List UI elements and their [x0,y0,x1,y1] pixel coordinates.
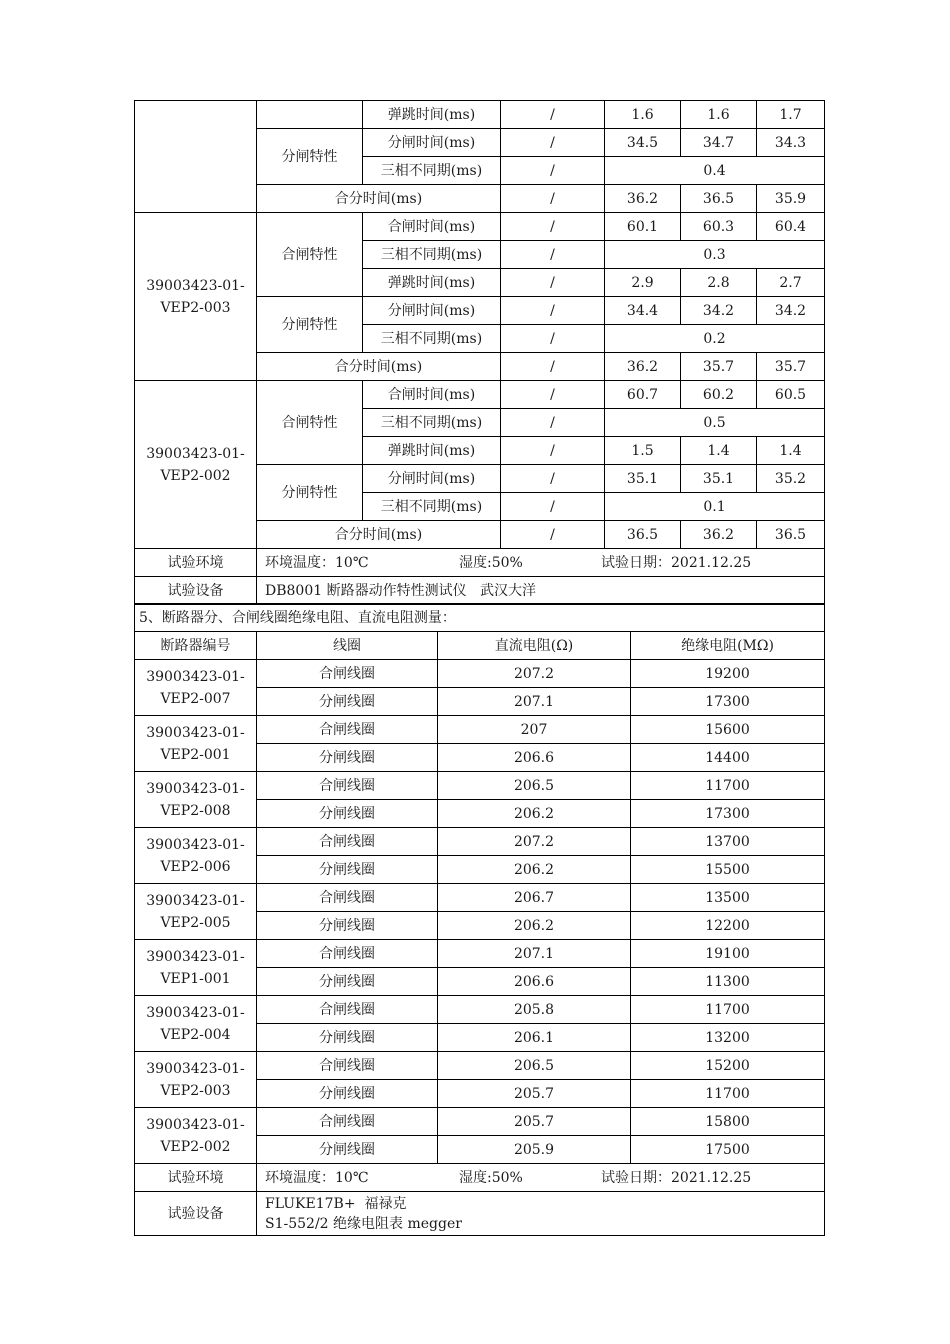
std-cell: / [501,129,605,157]
test-equipment-row [135,1192,825,1236]
env-label: 试验环境 [135,1164,257,1192]
env-date: 试验日期：2021.12.25 [601,1169,752,1186]
coil-name: 合闸线圈 [257,996,438,1024]
table-row [135,1108,825,1136]
insulation-resistance: 17300 [631,688,825,716]
coil-name: 分闸线圈 [257,688,438,716]
dc-resistance: 205.7 [438,1080,631,1108]
breaker-id-cell: 39003423-01-VEP2-003 [135,213,257,381]
insulation-resistance: 13700 [631,828,825,856]
phase-value: 34.4 [605,297,681,325]
phase-value: 1.5 [605,437,681,465]
phase-value: 2.9 [605,269,681,297]
coil-name: 分闸线圈 [257,1024,438,1052]
dc-resistance: 206.6 [438,968,631,996]
insulation-resistance: 11700 [631,996,825,1024]
phase-value: 60.4 [757,213,825,241]
async-value: 0.2 [605,325,825,353]
item-label: 合闸时间(ms) [363,213,501,241]
item-label: 分闸时间(ms) [363,297,501,325]
dc-resistance: 205.8 [438,996,631,1024]
phase-value: 36.5 [757,521,825,549]
breaker-id-cell: 39003423-01-VEP2-008 [135,772,257,828]
category-label: 分闸特性 [257,129,363,185]
env-details [257,1164,825,1192]
env-humidity: 湿度:50% [459,1169,523,1186]
breaker-id-cell: 39003423-01-VEP1-001 [135,940,257,996]
dc-resistance: 206.5 [438,772,631,800]
dc-resistance: 206.2 [438,800,631,828]
equipment-text: DB8001 断路器动作特性测试仪 武汉大洋 [257,577,825,605]
phase-value: 34.3 [757,129,825,157]
section-title-row [135,604,825,632]
coil-name: 分闸线圈 [257,1136,438,1164]
breaker-id-cell: 39003423-01-VEP2-007 [135,660,257,716]
category-label: 合闸特性 [257,213,363,297]
phase-value: 60.2 [681,381,757,409]
table-row [135,940,825,968]
breaker-id-cell: 39003423-01-VEP2-002 [135,1108,257,1164]
phase-value: 60.3 [681,213,757,241]
env-date: 试验日期：2021.12.25 [601,554,752,571]
equipment-line: S1-552/2 绝缘电阻表 megger [265,1215,462,1232]
std-cell: / [501,325,605,353]
item-label: 分闸时间(ms) [363,465,501,493]
std-cell: / [501,409,605,437]
item-label: 合分时间(ms) [257,185,501,213]
insulation-resistance: 15800 [631,1108,825,1136]
phase-value: 34.5 [605,129,681,157]
phase-value: 35.7 [681,353,757,381]
item-label: 弹跳时间(ms) [363,101,501,129]
insulation-resistance: 19100 [631,940,825,968]
phase-value: 35.1 [681,465,757,493]
std-cell: / [501,157,605,185]
breaker-id-cell: 39003423-01-VEP2-006 [135,828,257,884]
test-environment-row [135,1164,825,1192]
breaker-id-cell: 39003423-01-VEP2-003 [135,1052,257,1108]
dc-resistance: 207.2 [438,828,631,856]
env-temperature: 环境温度：10℃ [265,1169,369,1186]
item-label: 三相不同期(ms) [363,493,501,521]
table-row [135,1052,825,1080]
table-row [135,884,825,912]
dc-resistance: 206.1 [438,1024,631,1052]
breaker-id-cell: 39003423-01-VEP2-002 [135,381,257,549]
std-cell: / [501,521,605,549]
item-label: 合分时间(ms) [257,521,501,549]
dc-resistance: 206.2 [438,856,631,884]
insulation-resistance: 11700 [631,1080,825,1108]
equipment-text [257,1192,825,1236]
item-label: 合闸时间(ms) [363,381,501,409]
coil-name: 分闸线圈 [257,912,438,940]
coil-name: 合闸线圈 [257,1108,438,1136]
column-header: 绝缘电阻(MΩ) [631,632,825,660]
std-cell: / [501,381,605,409]
table-row [135,213,825,241]
env-temperature: 环境温度：10℃ [265,554,369,571]
insulation-resistance: 15600 [631,716,825,744]
std-cell: / [501,297,605,325]
insulation-resistance: 11300 [631,968,825,996]
insulation-resistance: 19200 [631,660,825,688]
phase-value: 34.2 [681,297,757,325]
async-value: 0.5 [605,409,825,437]
breaker-id-cell: 39003423-01-VEP2-004 [135,996,257,1052]
std-cell: / [501,353,605,381]
coil-name: 合闸线圈 [257,1052,438,1080]
phase-value: 36.5 [605,521,681,549]
table-row [135,772,825,800]
item-label: 分闸时间(ms) [363,129,501,157]
table-row [135,716,825,744]
coil-name: 合闸线圈 [257,884,438,912]
phase-value: 34.7 [681,129,757,157]
insulation-resistance: 15500 [631,856,825,884]
coil-name: 分闸线圈 [257,856,438,884]
breaker-id-cell: 39003423-01-VEP2-001 [135,716,257,772]
column-header: 线圈 [257,632,438,660]
phase-value: 2.7 [757,269,825,297]
insulation-resistance: 13500 [631,884,825,912]
phase-value: 36.2 [605,353,681,381]
std-cell: / [501,241,605,269]
dc-resistance: 207.1 [438,940,631,968]
equipment-label: 试验设备 [135,577,257,605]
table-header-row [135,632,825,660]
env-humidity: 湿度:50% [459,554,523,571]
std-cell: / [501,269,605,297]
table-row [135,381,825,409]
column-header: 断路器编号 [135,632,257,660]
dc-resistance: 205.7 [438,1108,631,1136]
insulation-resistance: 12200 [631,912,825,940]
item-label: 三相不同期(ms) [363,325,501,353]
insulation-resistance: 11700 [631,772,825,800]
dc-resistance: 205.9 [438,1136,631,1164]
coil-name: 合闸线圈 [257,772,438,800]
phase-value: 60.7 [605,381,681,409]
table-row [135,660,825,688]
std-cell: / [501,437,605,465]
coil-name: 合闸线圈 [257,660,438,688]
phase-value: 1.4 [681,437,757,465]
coil-name: 分闸线圈 [257,1080,438,1108]
insulation-resistance: 17500 [631,1136,825,1164]
item-label: 三相不同期(ms) [363,241,501,269]
item-label: 弹跳时间(ms) [363,269,501,297]
insulation-resistance: 17300 [631,800,825,828]
env-label: 试验环境 [135,549,257,577]
table-row [135,828,825,856]
phase-value: 35.1 [605,465,681,493]
phase-value: 1.4 [757,437,825,465]
table-row [135,101,825,129]
coil-name: 合闸线圈 [257,828,438,856]
insulation-resistance: 15200 [631,1052,825,1080]
table-row [135,996,825,1024]
phase-value: 36.2 [605,185,681,213]
insulation-resistance: 14400 [631,744,825,772]
coil-resistance-table [134,603,825,1236]
coil-name: 分闸线圈 [257,968,438,996]
category-label: 合闸特性 [257,381,363,465]
dc-resistance: 206.2 [438,912,631,940]
phase-value: 36.2 [681,521,757,549]
test-equipment-row [135,577,825,605]
std-cell: / [501,101,605,129]
coil-name: 分闸线圈 [257,800,438,828]
phase-value: 1.6 [605,101,681,129]
item-label: 三相不同期(ms) [363,157,501,185]
phase-value: 35.9 [757,185,825,213]
phase-value: 60.1 [605,213,681,241]
async-value: 0.3 [605,241,825,269]
env-details [257,549,825,577]
coil-name: 合闸线圈 [257,716,438,744]
phase-value: 60.5 [757,381,825,409]
phase-value: 1.7 [757,101,825,129]
dc-resistance: 207.1 [438,688,631,716]
test-environment-row [135,549,825,577]
breaker-id-cell: 39003423-01-VEP2-005 [135,884,257,940]
dc-resistance: 206.5 [438,1052,631,1080]
equipment-line: FLUKE17B+ 福禄克 [265,1195,407,1212]
phase-value: 34.2 [757,297,825,325]
item-label: 三相不同期(ms) [363,409,501,437]
dc-resistance: 207.2 [438,660,631,688]
category-label: 分闸特性 [257,465,363,521]
std-cell: / [501,213,605,241]
coil-name: 合闸线圈 [257,940,438,968]
async-value: 0.4 [605,157,825,185]
dc-resistance: 206.7 [438,884,631,912]
std-cell: / [501,465,605,493]
std-cell: / [501,493,605,521]
async-value: 0.1 [605,493,825,521]
phase-value: 2.8 [681,269,757,297]
dc-resistance: 207 [438,716,631,744]
timing-table [134,100,825,605]
phase-value: 1.6 [681,101,757,129]
section-title: 5、断路器分、合闸线圈绝缘电阻、直流电阻测量： [135,604,825,632]
insulation-resistance: 13200 [631,1024,825,1052]
breaker-id-cell [135,101,257,213]
equipment-label: 试验设备 [135,1192,257,1236]
column-header: 直流电阻(Ω) [438,632,631,660]
item-label: 合分时间(ms) [257,353,501,381]
coil-name: 分闸线圈 [257,744,438,772]
blank-cell [257,101,363,129]
std-cell: / [501,185,605,213]
item-label: 弹跳时间(ms) [363,437,501,465]
phase-value: 36.5 [681,185,757,213]
category-label: 分闸特性 [257,297,363,353]
phase-value: 35.2 [757,465,825,493]
dc-resistance: 206.6 [438,744,631,772]
phase-value: 35.7 [757,353,825,381]
